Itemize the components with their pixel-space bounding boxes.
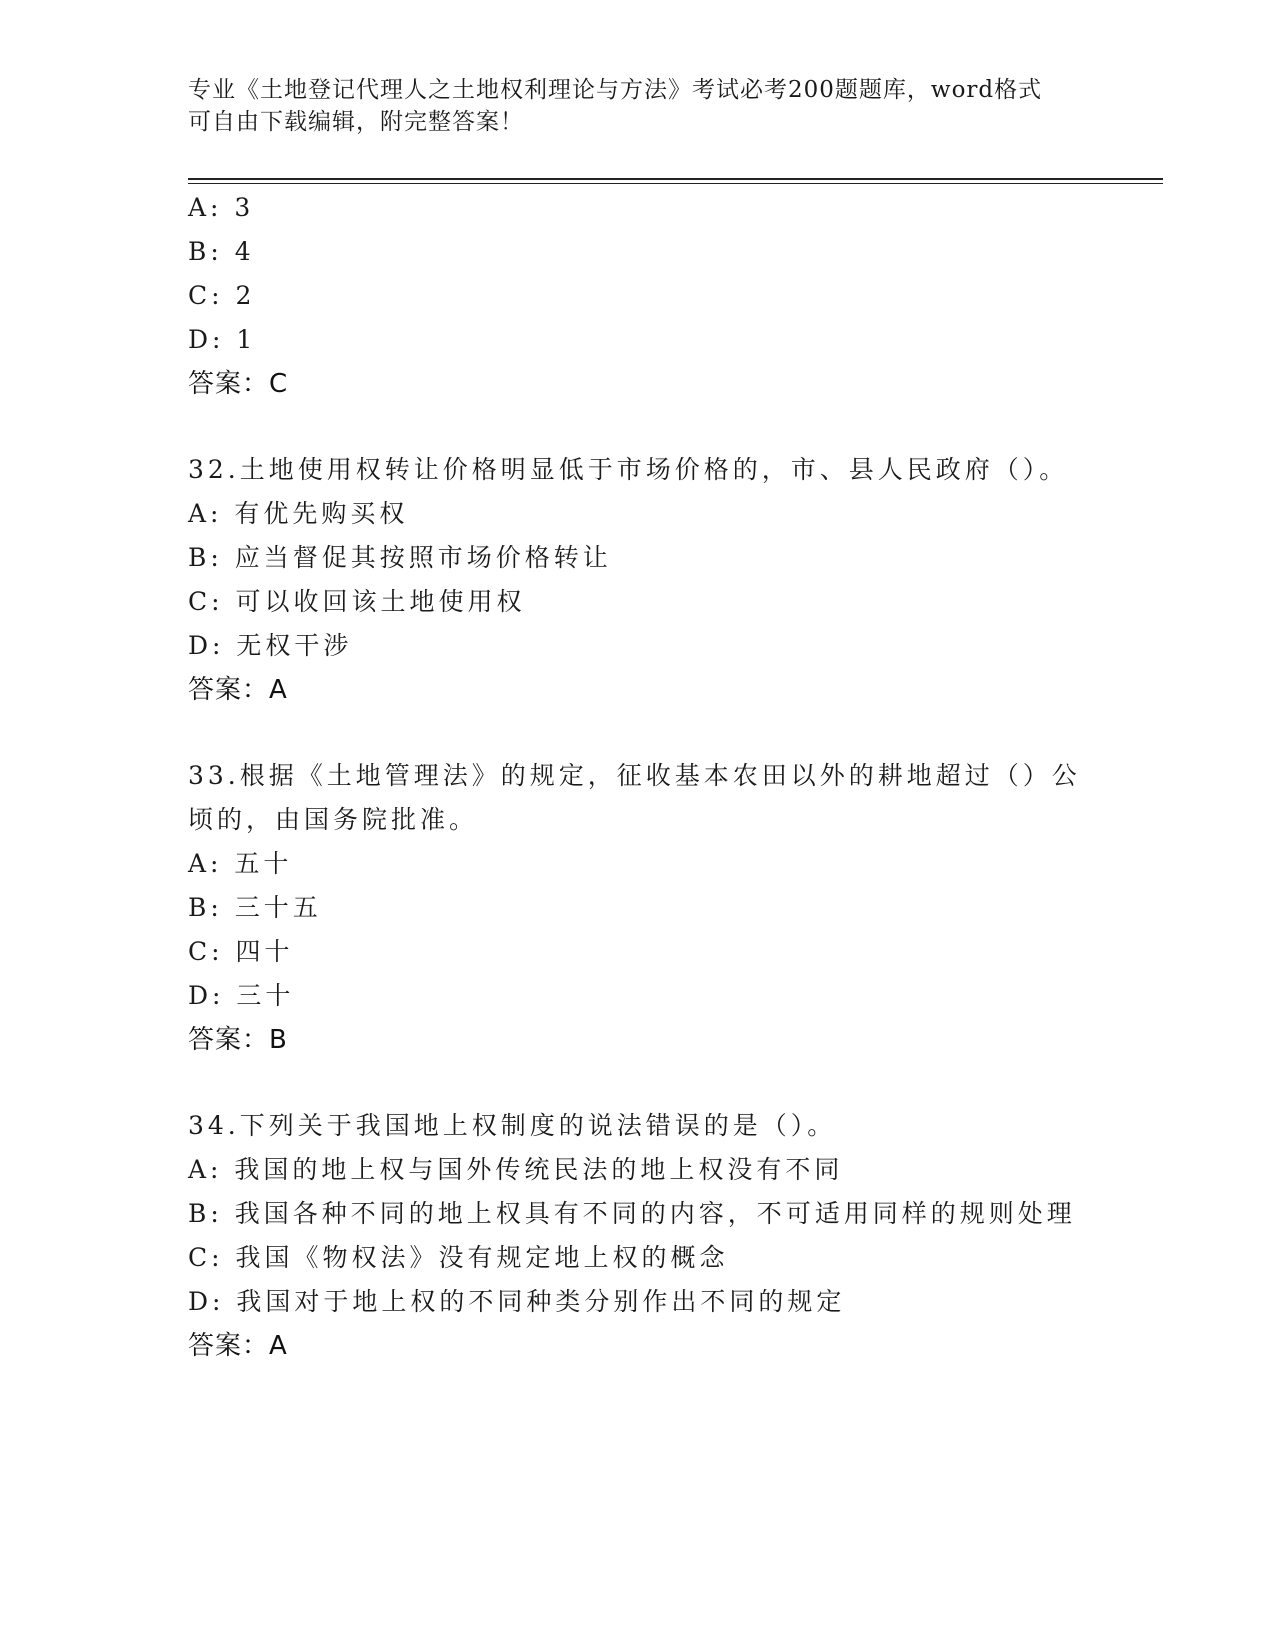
q34-question: 34.下列关于我国地上权制度的说法错误的是（）。 [188, 1111, 837, 1140]
q34-option-b: B: 我国各种不同的地上权具有不同的内容，不可适用同样的规则处理 [188, 1199, 1076, 1228]
q33-answer: 答案：B [188, 1025, 288, 1055]
q32-answer: 答案：A [188, 675, 288, 705]
q34-answer: 答案：A [188, 1331, 288, 1361]
document-header [188, 74, 1088, 138]
q33-option-a: A: 五十 [188, 849, 293, 878]
header-title-line-2: 可自由下载编辑，附完整答案！ [188, 109, 524, 135]
q32-option-b: B: 应当督促其按照市场价格转让 [188, 543, 612, 572]
q31-option-a: A: 3 [188, 193, 255, 222]
q34-option-a: A: 我国的地上权与国外传统民法的地上权没有不同 [188, 1155, 844, 1184]
q31-option-d: D: 1 [188, 325, 257, 354]
q31-answer: 答案：C [188, 369, 289, 399]
q33-question-line-1: 33.根据《土地管理法》的规定，征收基本农田以外的耕地超过（）公 [188, 761, 1081, 790]
q34-option-d: D: 我国对于地上权的不同种类分别作出不同的规定 [188, 1287, 846, 1316]
q32-question: 32.土地使用权转让价格明显低于市场价格的，市、县人民政府（）。 [188, 455, 1069, 484]
header-title-line-1: 专业《土地登记代理人之土地权利理论与方法》考试必考200题题库，word格式 [188, 77, 1043, 103]
q32-option-d: D: 无权干涉 [188, 631, 353, 660]
q32-option-a: A: 有优先购买权 [188, 499, 409, 528]
q32-option-c: C: 可以收回该土地使用权 [188, 587, 526, 616]
q33-option-c: C: 四十 [188, 937, 294, 966]
q34-option-c: C: 我国《物权法》没有规定地上权的概念 [188, 1243, 729, 1272]
q33-option-d: D: 三十 [188, 981, 295, 1010]
q31-option-c: C: 2 [188, 281, 256, 310]
header-divider-thin [188, 183, 1163, 184]
q33-option-b: B: 三十五 [188, 893, 322, 922]
q33-question-line-2: 顷的，由国务院批准。 [188, 805, 479, 834]
q31-option-b: B: 4 [188, 237, 255, 266]
header-divider [188, 178, 1163, 180]
